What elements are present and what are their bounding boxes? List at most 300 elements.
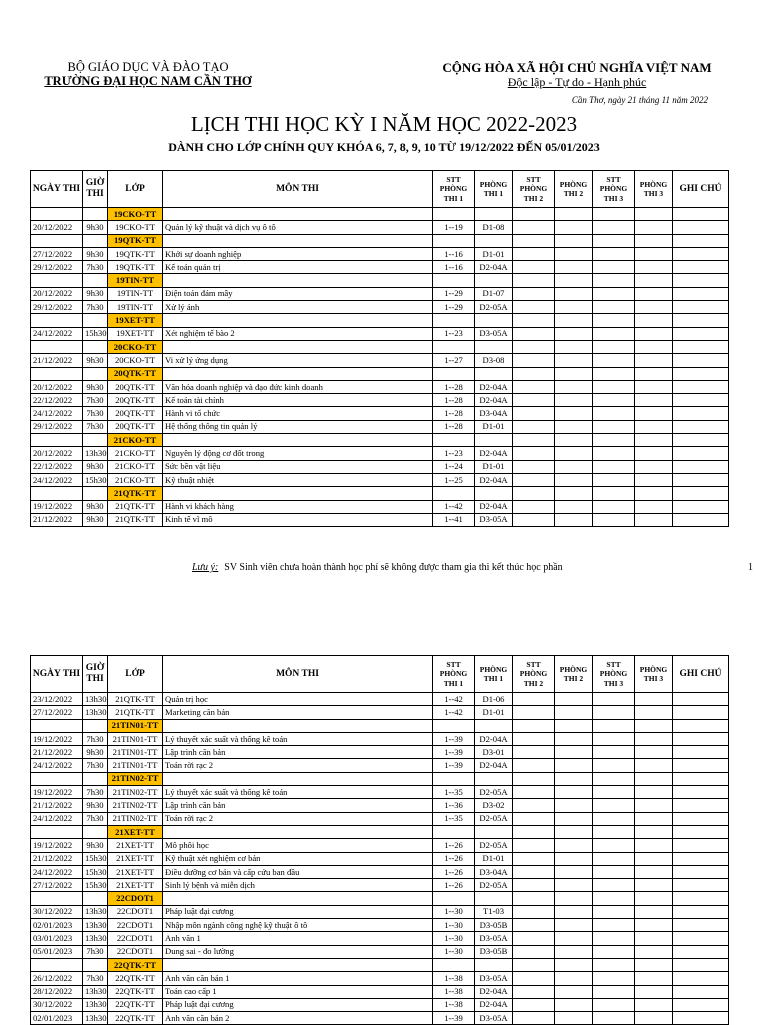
room1-code: D3-05A [475, 327, 513, 340]
cell-empty [163, 719, 433, 732]
cell-empty [555, 759, 593, 772]
room1-code: D2-04A [475, 447, 513, 460]
cell-empty [475, 314, 513, 327]
cell-empty [513, 380, 555, 393]
cell-empty [555, 945, 593, 958]
cell-empty [513, 746, 555, 759]
cell-empty [555, 487, 593, 500]
cell-empty [593, 367, 635, 380]
room1-seat-range: 1--30 [433, 905, 475, 918]
cell-empty [555, 274, 593, 287]
cell-empty [555, 786, 593, 799]
room1-seat-range: 1--25 [433, 473, 475, 486]
exam-date: 19/12/2022 [31, 732, 83, 745]
header-row [31, 656, 729, 693]
class-code: 21CKO-TT [108, 473, 163, 486]
cell-empty [555, 998, 593, 1011]
cell-empty [513, 247, 555, 260]
room1-code: D2-05A [475, 839, 513, 852]
room1-code: D2-05A [475, 879, 513, 892]
cell-empty [513, 208, 555, 221]
cell-empty [513, 799, 555, 812]
cell-empty [555, 812, 593, 825]
cell-empty [635, 945, 673, 958]
room1-seat-range: 1--23 [433, 327, 475, 340]
cell-empty [475, 772, 513, 785]
group-row [31, 825, 729, 838]
cell-empty [593, 340, 635, 353]
cell-empty [555, 958, 593, 971]
cell-empty [555, 972, 593, 985]
room1-seat-range: 1--30 [433, 919, 475, 932]
exam-time: 15h30 [83, 865, 108, 878]
class-group-label: 21QTK-TT [108, 487, 163, 500]
room1-code: D2-04A [475, 500, 513, 513]
room1-seat-range: 1--38 [433, 985, 475, 998]
cell-empty [593, 786, 635, 799]
cell-empty [593, 852, 635, 865]
cell-empty [163, 208, 433, 221]
cell-empty [673, 407, 729, 420]
exam-time: 9h30 [83, 221, 108, 234]
exam-time: 9h30 [83, 513, 108, 526]
room1-code: D2-04A [475, 985, 513, 998]
exam-date: 21/12/2022 [31, 354, 83, 367]
col-date-header: NGÀY THI [31, 656, 83, 693]
cell-empty [555, 746, 593, 759]
cell-empty [555, 932, 593, 945]
room1-seat-range: 1--28 [433, 420, 475, 433]
cell-empty [513, 1012, 555, 1025]
room1-seat-range: 1--39 [433, 746, 475, 759]
cell-empty [635, 261, 673, 274]
cell-empty [513, 460, 555, 473]
cell-empty [593, 865, 635, 878]
cell-empty [673, 919, 729, 932]
cell-empty [673, 367, 729, 380]
page-title: LỊCH THI HỌC KỲ I NĂM HỌC 2022-2023 [190, 112, 578, 136]
cell-empty [83, 772, 108, 785]
subject-name: Pháp luật đại cương [163, 998, 433, 1011]
subject-name: Lập trình căn bản [163, 799, 433, 812]
exam-time: 7h30 [83, 759, 108, 772]
room1-code: D2-04A [475, 380, 513, 393]
class-code: 20QTK-TT [108, 420, 163, 433]
table-row [31, 407, 729, 420]
table-row [31, 301, 729, 314]
exam-date: 20/12/2022 [31, 447, 83, 460]
exam-date: 21/12/2022 [31, 852, 83, 865]
cell-empty [513, 314, 555, 327]
class-code: 21QTK-TT [108, 513, 163, 526]
room1-seat-range: 1--26 [433, 839, 475, 852]
cell-empty [555, 460, 593, 473]
class-code: 21TIN02-TT [108, 812, 163, 825]
cell-empty [635, 825, 673, 838]
exam-date: 21/12/2022 [31, 513, 83, 526]
col-date-header: NGÀY THI [31, 171, 83, 208]
cell-empty [593, 460, 635, 473]
cell-empty [673, 719, 729, 732]
cell-empty [31, 314, 83, 327]
cell-empty [635, 839, 673, 852]
cell-empty [555, 327, 593, 340]
class-code: 20QTK-TT [108, 380, 163, 393]
col-room3-header: PHÒNG THI 3 [635, 656, 673, 693]
cell-empty [635, 513, 673, 526]
room1-code: T1-03 [475, 905, 513, 918]
subject-name: Quản trị học [163, 693, 433, 706]
cell-empty [555, 732, 593, 745]
cell-empty [673, 958, 729, 971]
cell-empty [31, 234, 83, 247]
note-text: SV Sinh viên chưa hoàn thành học phí sẽ không được tham gia thi kết thúc học phần [224, 562, 563, 573]
cell-empty [83, 892, 108, 905]
cell-empty [673, 380, 729, 393]
class-code: 21XET-TT [108, 852, 163, 865]
cell-empty [555, 852, 593, 865]
exam-time: 9h30 [83, 500, 108, 513]
room1-seat-range: 1--35 [433, 812, 475, 825]
cell-empty [635, 759, 673, 772]
cell-empty [475, 719, 513, 732]
exam-date: 22/12/2022 [31, 460, 83, 473]
exam-date: 23/12/2022 [31, 693, 83, 706]
cell-empty [635, 314, 673, 327]
group-row [31, 487, 729, 500]
subject-name: Hành vi tổ chức [163, 407, 433, 420]
cell-empty [513, 772, 555, 785]
exam-time: 7h30 [83, 812, 108, 825]
exam-time: 13h30 [83, 447, 108, 460]
class-code: 21TIN02-TT [108, 786, 163, 799]
room1-seat-range: 1--36 [433, 799, 475, 812]
cell-empty [513, 919, 555, 932]
exam-date: 24/12/2022 [31, 759, 83, 772]
cell-empty [555, 287, 593, 300]
class-group-label: 19TIN-TT [108, 274, 163, 287]
class-group-label: 21XET-TT [108, 825, 163, 838]
cell-empty [593, 958, 635, 971]
cell-empty [555, 394, 593, 407]
exam-time: 9h30 [83, 354, 108, 367]
subject-name: Anh văn 1 [163, 932, 433, 945]
cell-empty [555, 905, 593, 918]
class-group-label: 20QTK-TT [108, 367, 163, 380]
cell-empty [673, 447, 729, 460]
exam-date: 29/12/2022 [31, 301, 83, 314]
table-row [31, 759, 729, 772]
cell-empty [433, 719, 475, 732]
class-code: 20QTK-TT [108, 394, 163, 407]
cell-empty [593, 407, 635, 420]
table-row [31, 221, 729, 234]
group-row [31, 772, 729, 785]
cell-empty [635, 985, 673, 998]
cell-empty [593, 839, 635, 852]
cell-empty [513, 261, 555, 274]
cell-empty [593, 487, 635, 500]
cell-empty [555, 340, 593, 353]
exam-time: 13h30 [83, 905, 108, 918]
subject-name: Anh văn căn bản 2 [163, 1012, 433, 1025]
cell-empty [513, 394, 555, 407]
cell-empty [593, 394, 635, 407]
exam-time: 13h30 [83, 706, 108, 719]
cell-empty [513, 932, 555, 945]
cell-empty [635, 905, 673, 918]
class-code: 21TIN01-TT [108, 732, 163, 745]
table-row [31, 706, 729, 719]
cell-empty [163, 367, 433, 380]
table-row [31, 919, 729, 932]
cell-empty [673, 706, 729, 719]
document-date: Cần Thơ, ngày 21 tháng 11 năm 2022 [571, 95, 708, 105]
exam-time: 9h30 [83, 380, 108, 393]
room1-seat-range: 1--26 [433, 865, 475, 878]
cell-empty [635, 301, 673, 314]
cell-empty [635, 327, 673, 340]
cell-empty [513, 972, 555, 985]
subject-name: Kế toán tài chính [163, 394, 433, 407]
room1-seat-range: 1--38 [433, 998, 475, 1011]
cell-empty [635, 972, 673, 985]
exam-time: 13h30 [83, 919, 108, 932]
exam-date: 24/12/2022 [31, 865, 83, 878]
cell-empty [433, 208, 475, 221]
cell-empty [593, 500, 635, 513]
room1-seat-range: 1--16 [433, 247, 475, 260]
cell-empty [673, 287, 729, 300]
subject-name: Điều dưỡng cơ bản và cấp cứu ban đầu [163, 865, 433, 878]
cell-empty [635, 487, 673, 500]
room1-seat-range: 1--29 [433, 287, 475, 300]
cell-empty [673, 732, 729, 745]
cell-empty [673, 221, 729, 234]
subject-name: Nhập môn ngành công nghệ kỹ thuật ô tô [163, 919, 433, 932]
room1-seat-range: 1--38 [433, 972, 475, 985]
room1-seat-range: 1--28 [433, 380, 475, 393]
room1-code: D1-01 [475, 460, 513, 473]
cell-empty [673, 865, 729, 878]
cell-empty [673, 487, 729, 500]
cell-empty [593, 932, 635, 945]
table-row [31, 839, 729, 852]
room1-code: D1-07 [475, 287, 513, 300]
table-row [31, 447, 729, 460]
cell-empty [513, 852, 555, 865]
exam-time: 7h30 [83, 261, 108, 274]
class-code: 21TIN01-TT [108, 759, 163, 772]
room1-code: D1-06 [475, 693, 513, 706]
cell-empty [593, 221, 635, 234]
cell-empty [635, 786, 673, 799]
col-stt2-header: STT PHÒNG THI 2 [513, 656, 555, 693]
ministry-name: BỘ GIÁO DỤC VÀ ĐÀO TẠO [67, 60, 229, 74]
cell-empty [635, 287, 673, 300]
cell-empty [475, 234, 513, 247]
note-label: Lưu ý: [192, 562, 219, 573]
exam-schedule-table-2 [30, 655, 729, 1025]
cell-empty [163, 434, 433, 447]
cell-empty [555, 892, 593, 905]
class-group-label: 21TIN02-TT [108, 772, 163, 785]
subject-name: Lập trình căn bản [163, 746, 433, 759]
table-row [31, 945, 729, 958]
room1-seat-range: 1--41 [433, 513, 475, 526]
exam-time: 13h30 [83, 998, 108, 1011]
cell-empty [635, 407, 673, 420]
cell-empty [433, 825, 475, 838]
subject-name: Văn hóa doanh nghiệp và đạo đức kinh doanh [163, 380, 433, 393]
subject-name: Kỹ thuật xét nghiệm cơ bản [163, 852, 433, 865]
group-row [31, 719, 729, 732]
cell-empty [31, 958, 83, 971]
cell-empty [83, 719, 108, 732]
cell-empty [673, 434, 729, 447]
room1-code: D2-04A [475, 998, 513, 1011]
room1-code: D3-05B [475, 919, 513, 932]
exam-date: 19/12/2022 [31, 500, 83, 513]
cell-empty [673, 500, 729, 513]
cell-empty [555, 354, 593, 367]
room1-code: D1-01 [475, 706, 513, 719]
cell-empty [555, 772, 593, 785]
class-group-label: 19CKO-TT [108, 208, 163, 221]
cell-empty [555, 825, 593, 838]
subject-name: Kỹ thuật nhiệt [163, 473, 433, 486]
cell-empty [83, 367, 108, 380]
cell-empty [593, 706, 635, 719]
cell-empty [673, 799, 729, 812]
cell-empty [593, 447, 635, 460]
cell-empty [593, 1012, 635, 1025]
table-row [31, 998, 729, 1011]
cell-empty [635, 380, 673, 393]
cell-empty [163, 892, 433, 905]
room1-seat-range: 1--23 [433, 447, 475, 460]
room1-code: D2-05A [475, 786, 513, 799]
cell-empty [635, 719, 673, 732]
cell-empty [513, 812, 555, 825]
cell-empty [593, 208, 635, 221]
subject-name: Nguyên lý động cơ đốt trong [163, 447, 433, 460]
cell-empty [513, 434, 555, 447]
room1-code: D1-01 [475, 852, 513, 865]
subject-name: Xử lý ảnh [163, 301, 433, 314]
cell-empty [555, 693, 593, 706]
exam-time: 9h30 [83, 746, 108, 759]
cell-empty [513, 839, 555, 852]
col-subject-header: MÔN THI [163, 656, 433, 693]
cell-empty [433, 892, 475, 905]
room1-seat-range: 1--42 [433, 706, 475, 719]
cell-empty [593, 746, 635, 759]
cell-empty [593, 234, 635, 247]
cell-empty [673, 839, 729, 852]
table-row [31, 287, 729, 300]
table-row [31, 693, 729, 706]
cell-empty [555, 407, 593, 420]
room1-seat-range: 1--30 [433, 945, 475, 958]
exam-time: 7h30 [83, 394, 108, 407]
cell-empty [83, 274, 108, 287]
cell-empty [555, 301, 593, 314]
exam-date: 02/01/2023 [31, 919, 83, 932]
cell-empty [475, 892, 513, 905]
table-row [31, 746, 729, 759]
cell-empty [83, 340, 108, 353]
cell-empty [475, 487, 513, 500]
subject-name: Hành vi khách hàng [163, 500, 433, 513]
cell-empty [475, 208, 513, 221]
exam-date: 03/01/2023 [31, 932, 83, 945]
cell-empty [635, 234, 673, 247]
class-code: 21CKO-TT [108, 447, 163, 460]
room1-code: D1-08 [475, 221, 513, 234]
class-code: 19QTK-TT [108, 261, 163, 274]
cell-empty [513, 892, 555, 905]
cell-empty [673, 274, 729, 287]
exam-date: 20/12/2022 [31, 287, 83, 300]
exam-time: 7h30 [83, 786, 108, 799]
cell-empty [635, 772, 673, 785]
cell-empty [635, 208, 673, 221]
room1-code: D2-04A [475, 261, 513, 274]
room1-code: D3-05A [475, 972, 513, 985]
cell-empty [635, 340, 673, 353]
subject-name: Khởi sự doanh nghiệp [163, 247, 433, 260]
group-row [31, 367, 729, 380]
subject-name: Vi xử lý ứng dụng [163, 354, 433, 367]
cell-empty [513, 719, 555, 732]
cell-empty [513, 301, 555, 314]
cell-empty [673, 985, 729, 998]
class-code: 20CKO-TT [108, 354, 163, 367]
cell-empty [635, 434, 673, 447]
exam-time: 9h30 [83, 460, 108, 473]
cell-empty [635, 420, 673, 433]
subject-name: Sinh lý bệnh và miễn dịch [163, 879, 433, 892]
cell-empty [555, 434, 593, 447]
room1-code: D2-04A [475, 394, 513, 407]
col-stt1-header: STT PHÒNG THI 1 [433, 656, 475, 693]
room1-code: D1-01 [475, 420, 513, 433]
cell-empty [513, 706, 555, 719]
exam-date: 21/12/2022 [31, 746, 83, 759]
class-group-label: 22QTK-TT [108, 958, 163, 971]
col-stt3-header: STT PHÒNG THI 3 [593, 171, 635, 208]
exam-time: 9h30 [83, 287, 108, 300]
cell-empty [593, 759, 635, 772]
room1-seat-range: 1--28 [433, 407, 475, 420]
table-row [31, 972, 729, 985]
cell-empty [635, 958, 673, 971]
table-row [31, 500, 729, 513]
cell-empty [555, 367, 593, 380]
class-code: 22CDOT1 [108, 905, 163, 918]
col-note-header: GHI CHÚ [673, 656, 729, 693]
cell-empty [513, 420, 555, 433]
cell-empty [475, 367, 513, 380]
cell-empty [635, 852, 673, 865]
class-group-label: 20CKO-TT [108, 340, 163, 353]
cell-empty [513, 998, 555, 1011]
cell-empty [513, 865, 555, 878]
cell-empty [163, 274, 433, 287]
cell-empty [635, 367, 673, 380]
cell-empty [555, 380, 593, 393]
